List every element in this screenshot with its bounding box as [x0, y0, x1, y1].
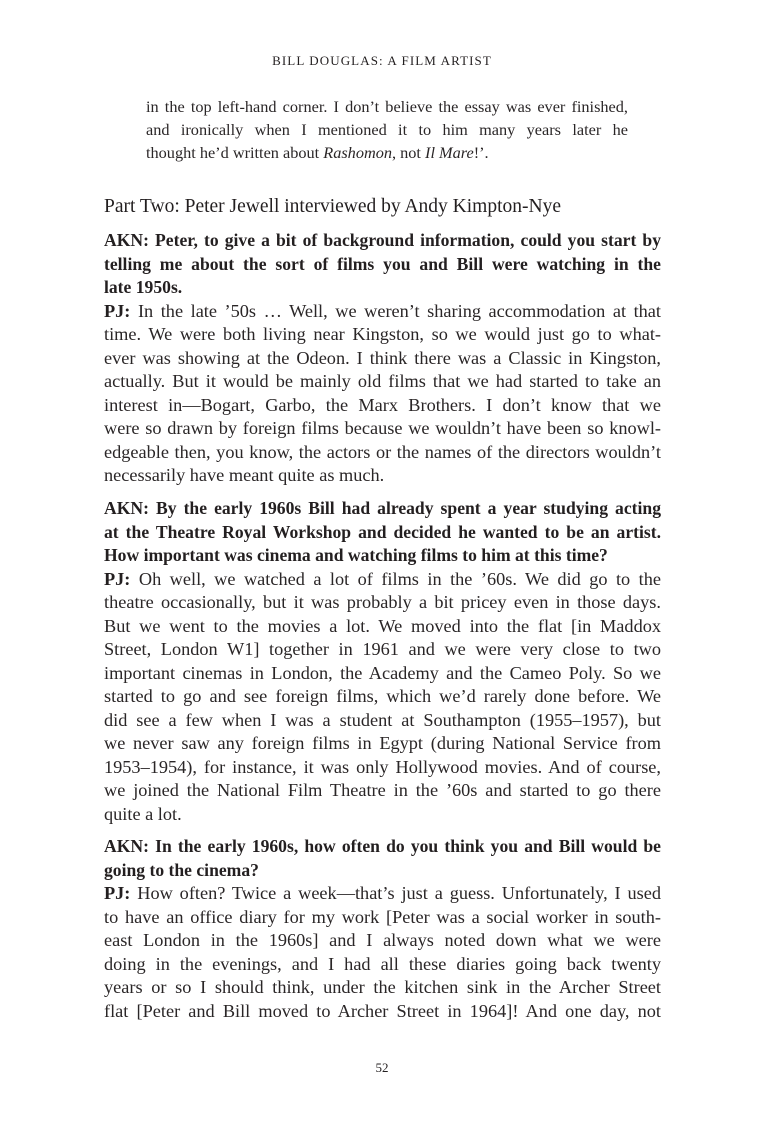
answer-line: to have an office diary for my work [Peter was a social worker in south- — [104, 906, 661, 927]
answer-line: 1953–1954), for instance, it was only Hollywood movies. And of course, — [104, 756, 661, 777]
answer-line — [104, 300, 661, 324]
answer-line: ever was showing at the Odeon. I think there was a Classic in Kingston, — [104, 347, 661, 368]
answer-line: were so drawn by foreign films because we wouldn’t have been so knowl- — [104, 418, 661, 438]
quote-line — [146, 141, 628, 164]
section-heading: Part Two: Peter Jewell interviewed by Andy Kimpton-Nye — [104, 196, 561, 217]
question-line: going to the cinema? — [104, 859, 259, 880]
quote-line: and ironically when I mentioned it to him many years later he — [146, 120, 628, 139]
answer-line: actually. But it would be mainly old films that we had started to take an — [104, 371, 661, 391]
answer-line: theatre occasionally, but it was probably a bit pricey even in those days. — [104, 592, 661, 612]
answer-line: doing in the evenings, and I had all these diaries going back twenty — [104, 953, 661, 974]
interview-answer — [104, 300, 661, 488]
question-line: late 1950s. — [104, 277, 183, 297]
answer-line: Street, London W1] together in 1961 and we were very close to two — [104, 639, 661, 659]
answer-line: years or so I should think, under the kitchen sink in the Archer Street — [104, 977, 661, 997]
block-quote — [146, 95, 628, 164]
quote-text: , not — [392, 143, 426, 162]
quote-text: !’. — [473, 143, 489, 162]
answer-line: But we went to the movies a lot. We moved into the flat [in Maddox — [104, 615, 661, 636]
running-head: BILL DOUGLAS: A FILM ARTIST — [272, 53, 492, 68]
answer-line — [104, 568, 661, 592]
speaker-label: PJ: — [104, 883, 131, 903]
answer-line — [104, 882, 661, 906]
question-line: telling me about the sort of films you and Bill were watching in the — [104, 253, 661, 274]
answer-text: Oh well, we watched a lot of films in the ’60s. We did go to the — [130, 568, 661, 589]
answer-line: time. We were both living near Kingston, so we would just go to what- — [104, 324, 661, 344]
answer-line: necessarily have meant quite as much. — [104, 465, 385, 485]
page-number: 52 — [375, 1060, 389, 1075]
question-line: AKN: In the early 1960s, how often do you think you and Bill would be — [104, 836, 661, 856]
answer-line: we never saw any foreign films in Egypt (during National Service from — [104, 733, 661, 753]
question-line: at the Theatre Royal Workshop and decided he wanted to be an artist. — [104, 521, 661, 542]
speaker-label: PJ: — [104, 568, 131, 589]
quote-text: thought he’d written about — [146, 143, 324, 162]
film-title-rashomon: Rashomon — [323, 143, 392, 162]
answer-line: edgeable then, you know, the actors or the names of the directors wouldn’t — [104, 441, 661, 462]
quote-line: in the top left-hand corner. I don’t believe the essay was ever finished, — [146, 97, 628, 116]
interview-question — [104, 835, 661, 882]
question-line: How important was cinema and watching films to him at this time? — [104, 545, 608, 565]
answer-line: east London in the 1960s] and I always noted down what we were — [104, 930, 661, 950]
speaker-label: PJ: — [104, 300, 131, 321]
answer-text: How often? Twice a week—that’s just a guess. Unfortunately, I used — [130, 883, 661, 903]
answer-line: started to go and see foreign films, which we’d rarely done before. We — [104, 686, 661, 706]
answer-text: In the late ’50s … Well, we weren’t sharing accommodation at that — [130, 300, 661, 321]
answer-line: flat [Peter and Bill moved to Archer Street in 1964]! And one day, not — [104, 1000, 661, 1021]
answer-line: quite a lot. — [104, 803, 182, 824]
answer-line: did see a few when I was a student at Southampton (1955–1957), but — [104, 709, 661, 730]
answer-line: interest in—Bogart, Garbo, the Marx Brothers. I don’t know that we — [104, 394, 661, 415]
interview-question — [104, 497, 661, 568]
interview-question — [104, 229, 661, 300]
interview-answer — [104, 568, 661, 827]
interview-answer — [104, 882, 661, 1023]
answer-line: we joined the National Film Theatre in the ’60s and started to go there — [104, 780, 661, 800]
question-line: AKN: Peter, to give a bit of background information, could you start by — [104, 230, 661, 250]
film-title-il-mare: Il Mare — [425, 143, 474, 162]
answer-line: important cinemas in London, the Academy and the Cameo Poly. So we — [104, 662, 661, 683]
question-line: AKN: By the early 1960s Bill had already spent a year studying acting — [104, 498, 661, 518]
